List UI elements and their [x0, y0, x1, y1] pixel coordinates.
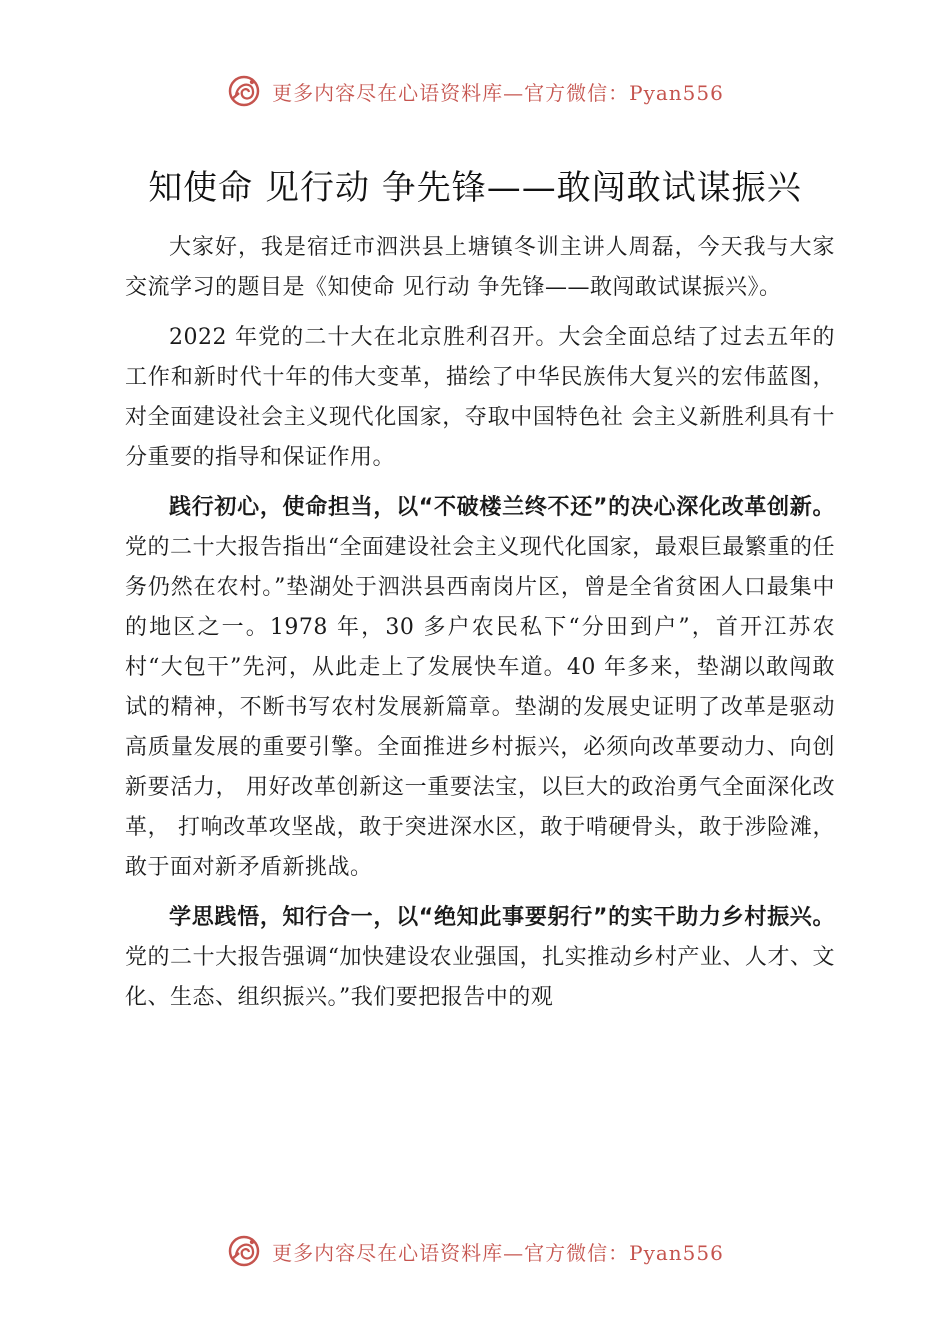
paragraph	[125, 228, 835, 308]
paragraph-text: 大家好，我是宿迁市泗洪县上塘镇冬训主讲人周磊，今天我与大家交流学习的题目是《知使命 见行动 争先锋——敢闯敢试谋振兴》。	[125, 235, 835, 300]
paragraph-text: 党的二十大报告指出“全面建设社会主义现代化国家，最艰巨最繁重的任务仍然在农村。”垫湖处于泗洪县西南岗片区，曾是全省贫困人口最集中的地区之一。1978 年，30 多户农民私下“分田到户”，首开江苏农村“大包干”先河，从此走上了发展快车道。40 年多来，垫湖以敢闯敢试的精神，不断书写农村发展新篇章。垫湖的发展史证明了改革是驱动高质量发展的重要引擎。全面推进乡村振兴，必须向改革要动力、向创新要活力， 用好改革创新这一重要法宝，以巨大的政治勇气全面深化改革， 打响改革攻坚战，敢于突进深水区，敢于啃硬骨头，敢于涉险滩， 敢于面对新矛盾新挑战。	[125, 535, 835, 880]
header-watermark	[0, 66, 950, 116]
paragraph-lead: 践行初心，使命担当，以“不破楼兰终不还”的决心深化改革创新。	[169, 495, 835, 520]
paragraph	[125, 898, 835, 1018]
watermark-text: 更多内容尽在心语资料库—官方微信：Pyan556	[272, 80, 724, 105]
paragraph-text: 党的二十大报告强调“加快建设农业强国，扎实推动乡村产业、人才、文化、生态、组织振兴。”我们要把报告中的观	[125, 945, 835, 1010]
footer-watermark	[0, 1226, 950, 1276]
paragraph-lead: 学思践悟，知行合一，以“绝知此事要躬行”的实干助力乡村振兴。	[169, 905, 835, 930]
paragraph	[125, 488, 835, 888]
watermark-text: 更多内容尽在心语资料库—官方微信：Pyan556	[272, 1240, 724, 1265]
red-swirl-logo-icon	[226, 73, 262, 109]
document-body	[125, 228, 835, 1028]
document-title: 知使命 见行动 争先锋——敢闯敢试谋振兴	[148, 168, 802, 208]
red-swirl-logo-icon	[226, 1233, 262, 1269]
paragraph-text: 2022 年党的二十大在北京胜利召开。大会全面总结了过去五年的工作和新时代十年的伟大变革，描绘了中华民族伟大复兴的宏伟蓝图，对全面建设社会主义现代化国家，夺取中国特色社 会主义新胜利具有十分重要的指导和保证作用。	[125, 325, 835, 470]
paragraph	[125, 318, 835, 478]
